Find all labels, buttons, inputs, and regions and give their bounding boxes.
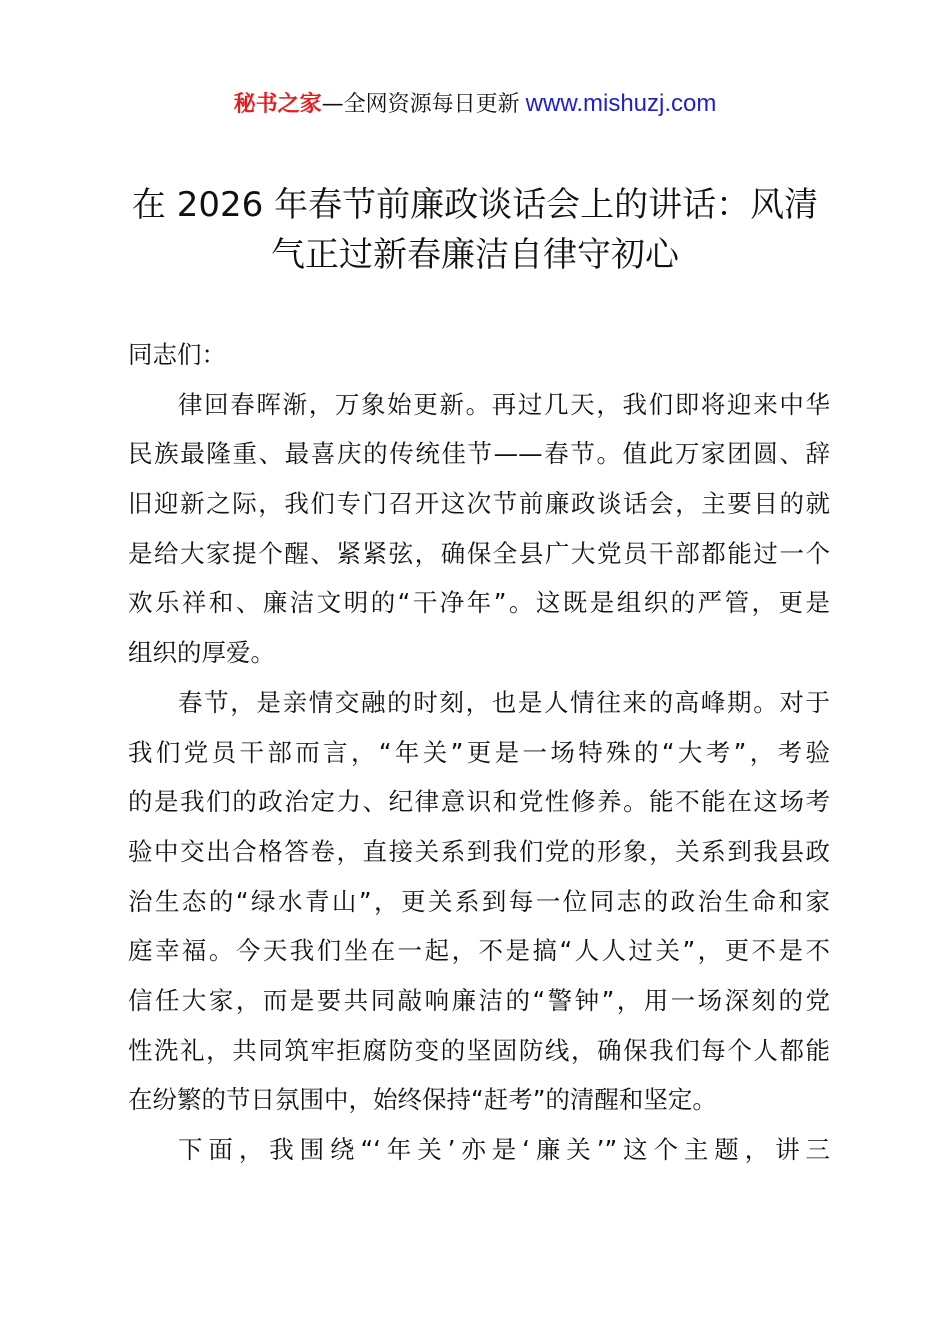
paragraph-line: 是给大家提个醒、紧紧弦，确保全县广大党员干部都能过一个 [128,538,830,568]
title-line-1: 在 2026 年春节前廉政谈话会上的讲话：风清 [131,185,819,225]
document-title [100,180,850,280]
paragraph-line: 治生态的“绿水青山”，更关系到每一位同志的政治生命和家 [128,886,830,916]
document-body [128,330,830,1175]
site-header [0,88,950,121]
salutation: 同志们： [128,340,226,369]
paragraph-line: 旧迎新之际，我们专门召开这次节前廉政谈话会，主要目的就 [128,489,830,519]
paragraph-line: 欢乐祥和、廉洁文明的“干净年”。这既是组织的严管，更是 [128,588,830,618]
paragraph-line: 我们党员干部而言，“年关”更是一场特殊的“大考”，考验 [128,737,830,767]
site-url-link[interactable]: www.mishuzj.com [525,90,717,117]
paragraph [128,678,830,1125]
paragraph-line: 组织的厚爱。 [128,638,275,668]
paragraph-line: 在纷繁的节日氛围中，始终保持“赶考”的清醒和坚定。 [128,1085,717,1115]
paragraph-line: 信任大家，而是要共同敲响廉洁的“警钟”，用一场深刻的党 [128,985,830,1015]
paragraph-line: 验中交出合格答卷，直接关系到我们党的形象，关系到我县政 [128,836,830,866]
paragraph-line: 庭幸福。今天我们坐在一起，不是搞“人人过关”，更不是不 [128,936,830,966]
paragraph-line: 性洗礼，共同筑牢拒腐防变的坚固防线，确保我们每个人都能 [128,1035,830,1065]
paragraph-line: 的是我们的政治定力、纪律意识和党性修养。能不能在这场考 [128,787,830,817]
paragraph [128,1125,830,1175]
brand-name: 秘书之家 [233,92,322,117]
title-line-2: 气正过新春廉洁自律守初心 [271,235,679,275]
paragraph [128,380,830,678]
paragraph-line: 下面，我围绕“‘年关’亦是‘廉关’”这个主题，讲三 [178,1135,830,1164]
paragraph-line: 民族最隆重、最喜庆的传统佳节——春节。值此万家团圆、辞 [128,439,830,469]
header-slogan: —全网资源每日更新 [321,92,520,117]
paragraph-line: 春节，是亲情交融的时刻，也是人情往来的高峰期。对于 [178,687,830,717]
paragraph-line: 律回春晖渐，万象始更新。再过几天，我们即将迎来中华 [178,389,830,419]
